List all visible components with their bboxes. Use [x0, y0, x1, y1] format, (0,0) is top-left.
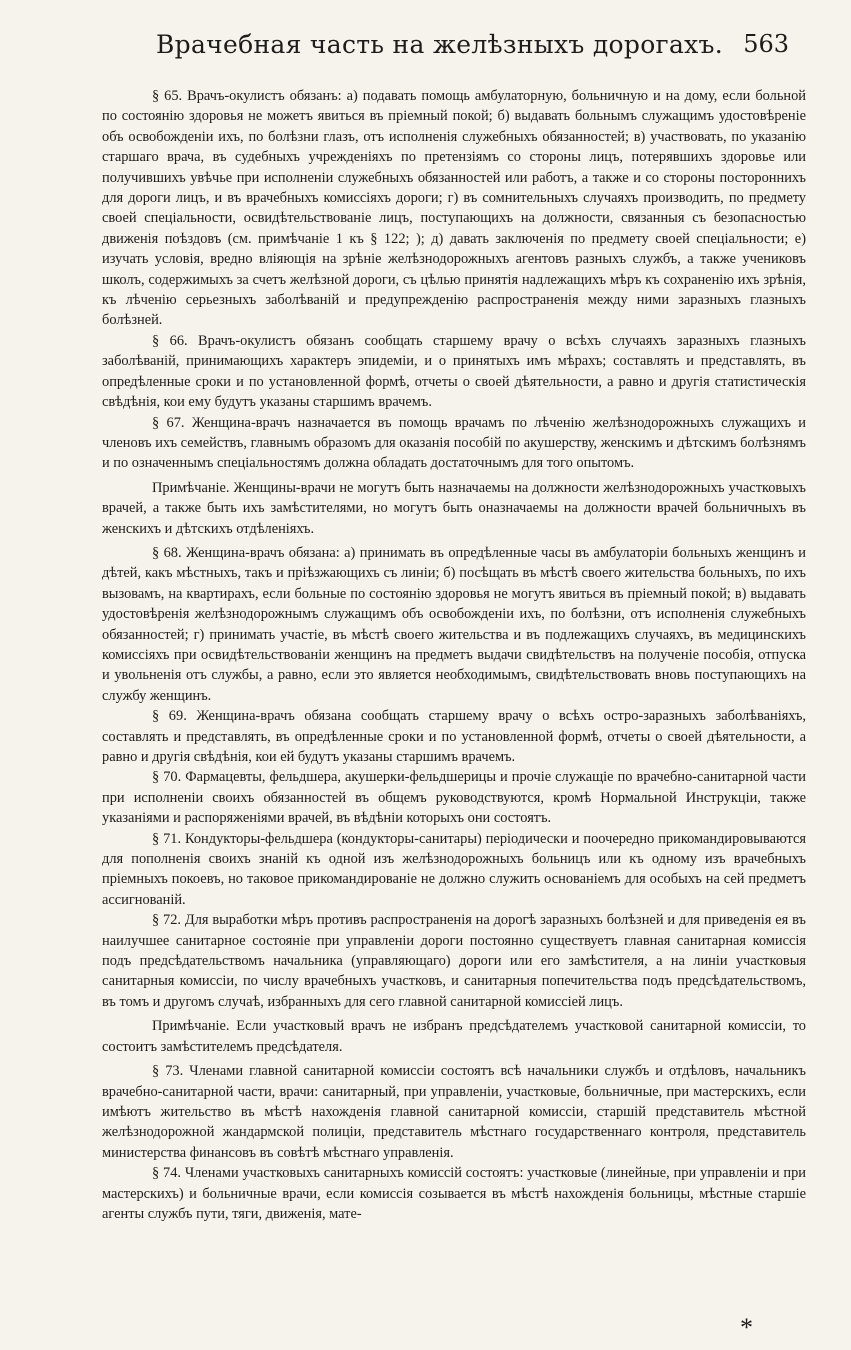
- paragraph-65: § 65. Врачъ-окулистъ обязанъ: а) подавать помощь амбулаторную, больничную и на дому, если больной по состоянію здоровья не можетъ явиться въ пріемный покой; б) выдавать больнымъ служащимъ удостовѣреніе объ освобожденіи ихъ, по болѣзни глазъ, отъ исполненія служебныхъ обязанностей; в) участвовать, по указанію старшаго врача, въ судебныхъ учрежденіяхъ по претензіямъ со стороны лицъ, потерявшихъ здоровье или получившихъ увѣчье при исполненіи служебныхъ обязанностей или работъ, а также и со стороны постороннихъ для дороги лицъ, и въ врачебныхъ комиссіяхъ дороги; г) въ сомнительныхъ случаяхъ производить, по предмету своей спеціальности, освидѣтельствованіе лицъ, поступающихъ на должности, связанныя съ безопасностью движенія поѣздовъ (см. примѣчаніе 1 къ § 122; ); д) давать заключенія по предмету своей спеціальности; е) изучать условія, вредно вліяющія на зрѣніе желѣзнодорожныхъ агентовъ разныхъ службъ, а также учениковъ школъ, содержимыхъ за счетъ желѣзной дороги, съ цѣлью принятія надлежащихъ мѣръ къ сохраненію ихъ зрѣнія, къ лѣченію серьезныхъ заболѣваній и предупрежденію распространенія между ними заразныхъ глазныхъ болѣзней.: [102, 88, 806, 329]
- paragraph-71: § 71. Кондукторы-фельдшера (кондукторы-санитары) періодически и поочередно прикомандировываются для пополненія своихъ знаній къ одной изъ желѣзнодорожныхъ больницъ или къ одному изъ врачебныхъ пріемныхъ покоевъ, но таковое прикомандированіе не должно служить основаніемъ для особыхъ на сей предметъ ассигнованій.: [102, 830, 806, 908]
- note-paragraph: Примѣчаніе. Если участковый врачъ не избранъ предсѣдателемъ участковой санитарной комиссіи, то состоитъ замѣстителемъ предсѣдателя.: [102, 1018, 806, 1055]
- signature-mark: *: [740, 1313, 753, 1342]
- paragraph-69: § 69. Женщина-врачъ обязана сообщать старшему врачу о всѣхъ остро-заразныхъ заболѣваніяхъ, составлять и представлять, въ опредѣленные сроки и по установленной формѣ, отчеты о своей дѣятельности, а равно и другія свѣдѣнія, кои ей будутъ указаны старшимъ врачемъ.: [102, 708, 806, 765]
- note-paragraph: Примѣчаніе. Женщины-врачи не могутъ быть назначаемы на должности желѣзнодорожныхъ участковыхъ врачей, а также быть ихъ замѣстителями, но могутъ быть оназначаемы на должности врачей больничныхъ въ женскихъ и дѣтскихъ отдѣленіяхъ.: [102, 479, 806, 537]
- paragraph-73: § 73. Членами главной санитарной комиссіи состоятъ всѣ начальники службъ и отдѣловъ, начальникъ врачебно-санитарной части, врачи: санитарный, при управленіи, участковые, больничные, при мастерскихъ, если имѣютъ жительство въ мѣстѣ нахожденія главной санитарной комиссіи, старшій представитель мѣстной желѣзнодорожной жандармской полиціи, представитель мѣстнаго государственнаго контроля, представитель министерства финансовъ въ совѣтѣ мѣстнаго управленія.: [102, 1063, 806, 1161]
- page-header: [90, 30, 789, 70]
- paragraph-70: § 70. Фармацевты, фельдшера, акушерки-фельдшерицы и прочіе служащіе по врачебно-санитарной части при исполненіи своихъ обязанностей въ общемъ руководствуются, кромѣ Нормальной Инструкціи, также указаніями и распоряженіями врачей, въ вѣдѣніи которыхъ они состоятъ.: [102, 769, 806, 827]
- paragraph-67: § 67. Женщина-врачъ назначается въ помощь врачамъ по лѣченію желѣзнодорожныхъ служащихъ и членовъ ихъ семействъ, главнымъ образомъ для оказанія пособій по акушерству, женскимъ и дѣтскимъ болѣзнямъ и по означеннымъ спеціальностямъ должна обладать достаточнымъ для того опытомъ.: [102, 414, 806, 472]
- running-title: Врачебная часть на желѣзныхъ дорогахъ.: [155, 30, 724, 59]
- paragraph-66: § 66. Врачъ-окулистъ обязанъ сообщать старшему врачу о всѣхъ случаяхъ заразныхъ глазныхъ заболѣваній, принимающихъ характеръ эпидеміи, и о принятыхъ имъ мѣрахъ; составлять и представлять, въ опредѣленные сроки и по установленной формѣ, отчеты о своей дѣятельности, а равно и другія статистическія свѣдѣнія, кои ему будутъ указаны старшимъ врачемъ.: [102, 332, 806, 411]
- page-number: 563: [743, 30, 789, 58]
- body-text: [102, 86, 806, 1224]
- paragraph-68: § 68. Женщина-врачъ обязана: а) принимать въ опредѣленные часы въ амбулаторіи больныхъ женщинъ и дѣтей, какъ мѣстныхъ, такъ и пріѣзжающихъ съ линіи; б) посѣщать въ мѣстѣ своего жительства больныхъ, по ихъ вызовамъ, на квартирахъ, если больные по состоянію здоровья не могутъ явиться въ пріемный покой; в) выдавать удостовѣренія желѣзнодорожнымъ служащимъ объ освобожденіи ихъ, по болѣзни, отъ исполненія служебныхъ обязанностей; г) принимать участіе, въ мѣстѣ своего жительства и въ подлежащихъ случаяхъ, въ медицинскихъ комиссіяхъ при освидѣтельствованіи женщинъ на предметъ выдачи свидѣтельствъ на полученіе пособія, отпуска и увольненія отъ службы, а равно, если это является необходимымъ, свидѣтельствовать вновь поступающихъ на службу женщинъ.: [102, 544, 806, 704]
- paragraph-72: § 72. Для выработки мѣръ противъ распространенія на дорогѣ заразныхъ болѣзней и для приведенія ея въ наилучшее санитарное состояніе при управленіи дороги постоянно существуетъ главная санитарная комиссія подъ предсѣдательствомъ начальника (управляющаго) дороги или его замѣстителя, а на линіи участковыя санитарныя комиссіи, по числу врачебныхъ участковъ, и санитарныя попечительства подъ предсѣдательствомъ, въ томъ и другомъ случаѣ, избранныхъ для сего главной санитарной комиссіей лицъ.: [102, 912, 806, 1010]
- paragraph-74: § 74. Членами участковыхъ санитарныхъ комиссій состоятъ: участковые (линейные, при управленіи и при мастерскихъ) и больничные врачи, если комиссія созывается въ мѣстѣ нахожденія больницы, мѣстные старшіе агенты службъ пути, тяги, движенія, мате-: [102, 1165, 806, 1222]
